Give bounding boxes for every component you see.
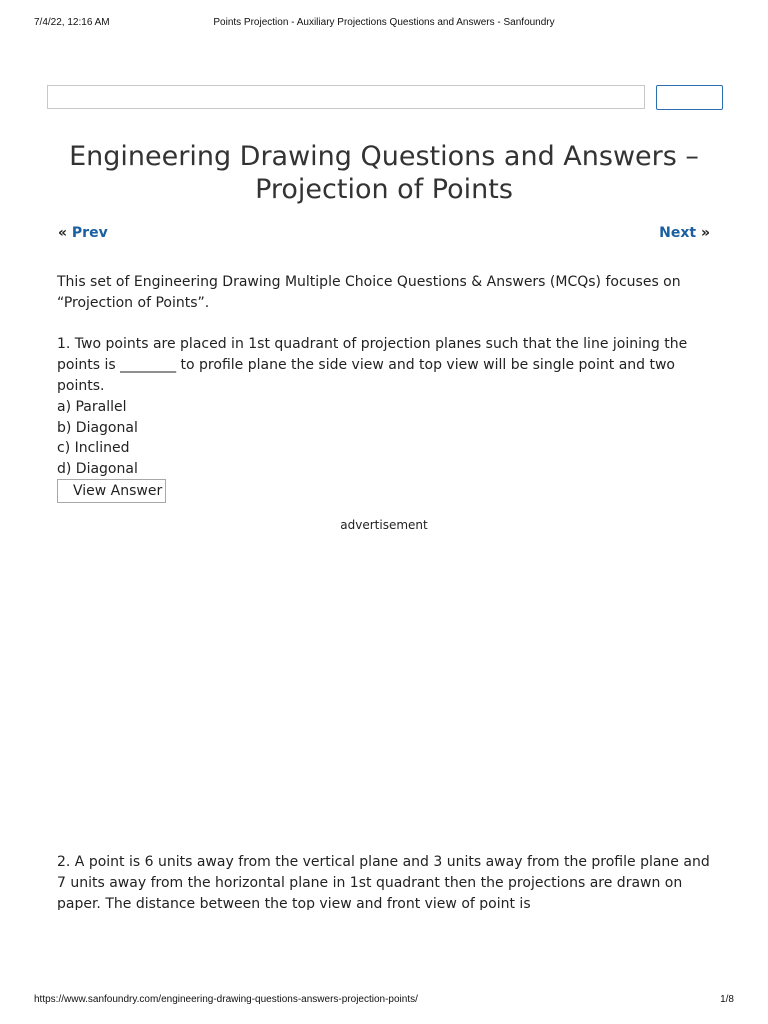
option-c: c) Inclined [57,440,130,456]
pager [58,225,710,245]
question-two [57,852,717,910]
question-text: 2. A point is 6 units away from the vertical plane and 3 units away from the profile plane and 7 units away from the horizontal plane in 1st quadrant then the projections are drawn on paper. The distance between the top view and front view of point is [57,854,710,910]
print-date: 7/4/22, 12:16 AM [34,17,110,28]
advertisement-label: advertisement [340,518,428,532]
search-button[interactable] [656,85,723,110]
prev-label: Prev [71,225,108,241]
option-b: b) Diagonal [57,419,138,436]
question-text: 1. Two points are placed in 1st quadrant of projection planes such that the line joining the points is ________ to profile plane the side view and top view will be single point and two points. [57,336,688,394]
print-url: https://www.sanfoundry.com/engineering-drawing-questions-answers-projection-points/ [34,994,418,1005]
print-footer [0,994,768,1008]
search-bar [47,85,723,111]
print-document-title: Points Projection - Auxiliary Projections Questions and Answers - Sanfoundry [213,17,555,28]
next-quote: » [700,225,710,241]
prev-quote: « [58,225,68,241]
option-a: a) Parallel [57,399,127,415]
prev-link[interactable] [58,225,108,241]
search-input[interactable] [47,85,645,109]
next-link[interactable] [659,225,710,241]
view-answer-button[interactable]: View Answer [57,479,166,503]
intro-text: This set of Engineering Drawing Multiple Choice Questions & Answers (MCQs) focuses on “Projection of Points”. [57,274,681,311]
next-label: Next [659,225,697,241]
question-options [57,397,717,479]
article-content [57,272,717,503]
option-d: d) Diagonal [57,460,138,477]
print-page-number: 1/8 [720,994,734,1005]
print-header [0,17,768,31]
page-title: Engineering Drawing Questions and Answers – Projection of Points [69,141,699,205]
